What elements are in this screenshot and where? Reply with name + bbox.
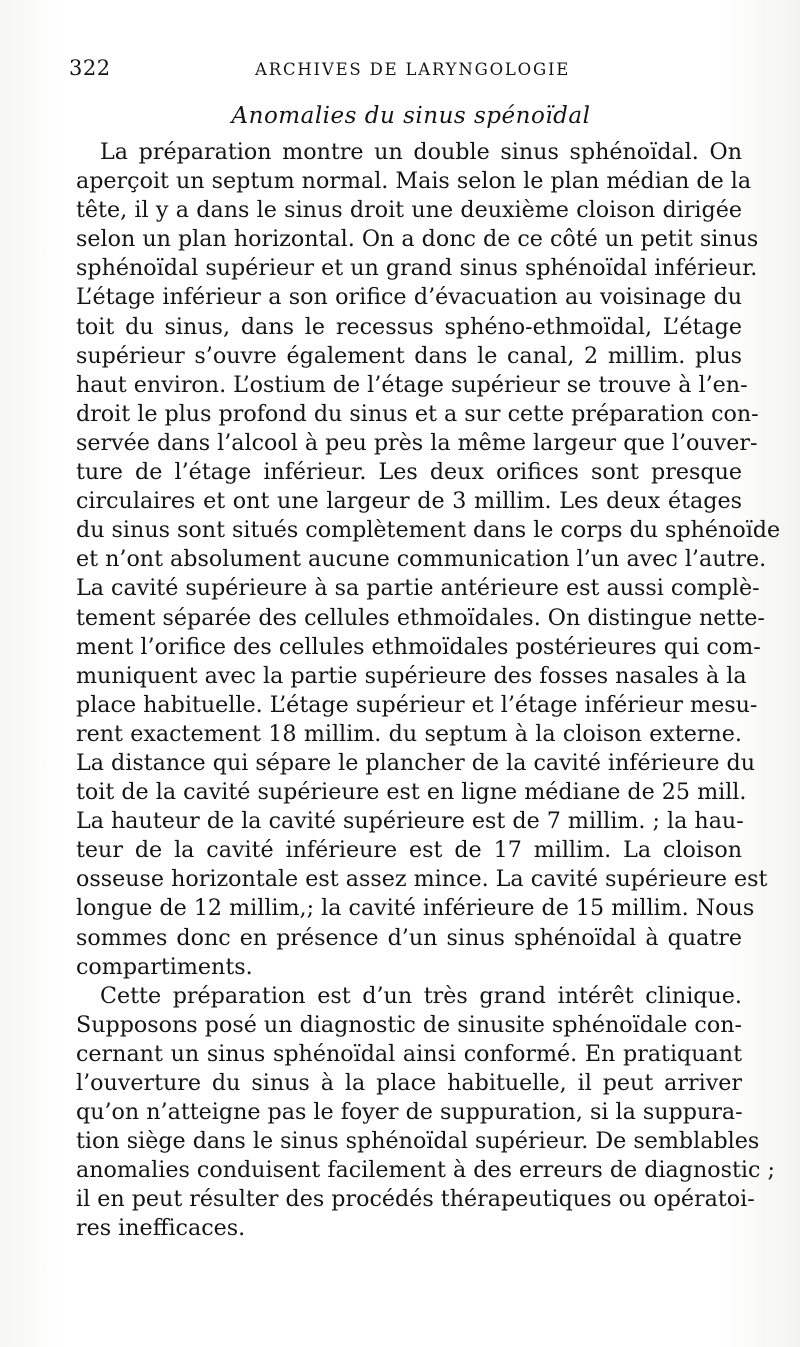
text-line: haut environ. L’ostium de l’étage supérieur se trouve à l’en- [76,371,748,398]
page-number: 322 [69,56,111,80]
text-line: place habituelle. L’étage supérieur et l’étage inférieur mesu- [76,691,758,718]
text-line: Supposons posé un diagnostic de sinusite sphénoïdale con- [76,1011,742,1038]
paragraph-1 [76,138,781,982]
text-line: teur de la cavité inférieure est de 17 millim. La cloison [76,837,742,864]
text-line: il en peut résulter des procédés thérapeutiques ou opératoi- [76,1186,755,1213]
body-text [76,138,781,1244]
text-line: res inefficaces. [76,1215,246,1242]
text-line: sommes donc en présence d’un sinus sphénoïdal à quatre [76,924,742,951]
text-line: servée dans l’alcool à peu près la même largeur que l’ouver- [76,429,758,456]
page-header [69,56,769,86]
text-line: du sinus sont situés complètement dans le corps du sphénoïde [76,517,781,544]
text-line: anomalies conduisent facilement à des erreurs de diagnostic ; [76,1157,775,1184]
text-line: qu’on n’atteigne pas le foyer de suppuration, si la suppura- [76,1099,743,1126]
text-line: L’étage inférieur a son orifice d’évacuation au voisinage du [76,284,742,311]
text-line: muniquent avec la partie supérieure des fosses nasales à la [76,662,747,689]
text-line: et n’ont absolument aucune communication l’un avec l’autre. [76,546,767,573]
text-line: cernant un sinus sphénoïdal ainsi conformé. En pratiquant [76,1040,742,1067]
text-line: La distance qui sépare le plancher de la cavité inférieure du [76,749,756,776]
text-line: La préparation montre un double sinus sphénoïdal. On [100,139,742,165]
running-head: ARCHIVES DE LARYNGOLOGIE [255,60,571,79]
text-line: La cavité supérieure à sa partie antérieure est aussi complè- [76,575,760,602]
text-line: toit du sinus, dans le recessus sphéno-ethmoïdal, L’étage [76,313,742,340]
text-line: l’ouverture du sinus à la place habituelle, il peut arriver [76,1070,742,1096]
text-line: longue de 12 millim,; la cavité inférieure de 15 millim. Nous [76,895,755,922]
text-line: tête, il y a dans le sinus droit une deuxième cloison dirigée [76,197,742,224]
text-line: ture de l’étage inférieur. Les deux orifices sont presque [76,459,742,486]
section-title: Anomalies du sinus spénoïdal [231,103,591,129]
text-line: toit de la cavité supérieure est en ligne médiane de 25 mill. [76,779,747,806]
text-line: ment l’orifice des cellules ethmoïdales postérieures qui com- [76,633,761,660]
text-line: osseuse horizontale est assez mince. La cavité supérieure est [76,866,768,893]
text-line: La hauteur de la cavité supérieure est de 7 millim. ; la hau- [76,808,744,835]
text-line: tion siège dans le sinus sphénoïdal supérieur. De semblables [76,1128,760,1155]
text-line: tement séparée des cellules ethmoïdales. On distingue nette- [76,604,765,631]
text-line: rent exactement 18 millim. du septum à la cloison externe. [76,720,742,747]
text-line: selon un plan horizontal. On a donc de ce côté un petit sinus [76,226,759,253]
text-line: compartiments. [76,953,253,980]
text-line: supérieur s’ouvre également dans le canal, 2 millim. plus [76,342,742,369]
paragraph-2 [76,982,775,1244]
text-line: Cette préparation est d’un très grand intérêt clinique. [100,982,742,1009]
text-line: sphénoïdal supérieur et un grand sinus sphénoïdal inférieur. [76,255,758,282]
text-line: aperçoit un septum normal. Mais selon le plan médian de la [76,168,752,195]
text-line: circulaires et ont une largeur de 3 millim. Les deux étages [76,488,742,515]
text-line: droit le plus profond du sinus et a sur cette préparation con- [76,400,759,427]
